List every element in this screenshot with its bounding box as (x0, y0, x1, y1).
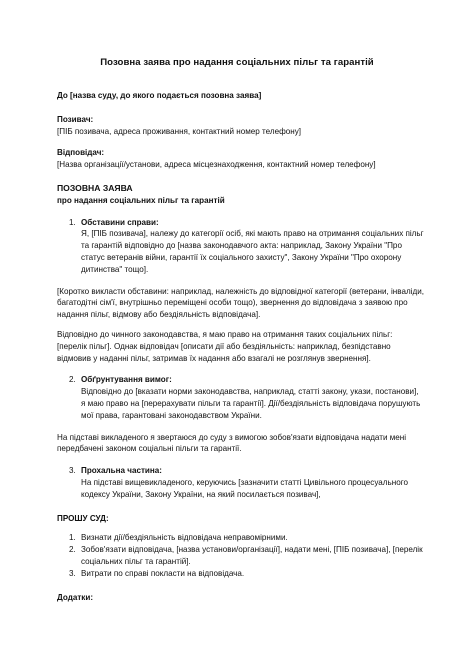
claim-heading-block (57, 183, 424, 207)
section-grounds (57, 374, 424, 421)
section-heading: Обставини справи: (81, 217, 159, 227)
defendant-label: Відповідач: (57, 148, 105, 158)
section-heading: Обґрунтування вимог: (81, 375, 172, 385)
list-item-number: 3. (69, 568, 76, 578)
defendant-value: [Назва організації/установи, адреса місцезнаходження, контактний номер телефону] (57, 160, 376, 170)
section-circumstances (57, 217, 424, 276)
paragraph-refusal: Відповідно до чинного законодавства, я маю право на отримання таких соціальних пільг: [перелік пільг]. Однак відповідач [описати дії або бездіяльність: наприклад, безпідставно відмовив у наданні пільг, затримав їх надання або взагалі не розглянув звернення]. (57, 329, 393, 363)
list-item-text: Витрати по справі покласти на відповідача. (81, 568, 245, 578)
claim-heading: ПОЗОВНА ЗАЯВА (57, 182, 133, 193)
section-request-part (57, 465, 424, 500)
plaintiff-block (57, 114, 424, 138)
request-list (57, 532, 424, 579)
attachments-heading: Додатки: (57, 592, 94, 602)
section-text: Я, [ПІБ позивача], належу до категорії осіб, які мають право на отримання соціальних пільг та гарантій відповідно до [назва законодавчого акта: наприклад, Закону України "Про статус ветеранів війни, гарантії їх соціального захисту", Закону України "Про охорону дитинства" тощо]. (81, 229, 424, 274)
defendant-block (57, 147, 424, 171)
claim-subheading: про надання соціальних пільг та гарантій (57, 195, 225, 205)
section-text: Відповідно до [вказати норми законодавства, наприклад, статті закону, укази, постанови], я маю право на [перерахувати пільги та гарантії]. Дії/бездіяльність відповідача порушують мої права, гарантовані законодавством України. (81, 387, 421, 420)
list-item (57, 544, 424, 568)
section-number: 3. (69, 466, 76, 476)
court-line: До [назва суду, до якого подається позовна заява] (57, 91, 262, 100)
section-number: 1. (69, 217, 76, 227)
plaintiff-label: Позивач: (57, 114, 94, 124)
list-item-text: Зобов'язати відповідача, [назва установи/організації], надати мені, [ПІБ позивача], [перелік соціальних пільг та гарантій]. (81, 545, 423, 566)
document-body (57, 90, 424, 603)
paragraph-circumstances: [Коротко викласти обставини: наприклад, належність до відповідної категорії (ветерани, інваліди, багатодітні сім'ї, внутрішньо переміщені особи тощо), звернення до відповідача з заявою про надання пільг, відмову або бездіяльність відповідача]. (57, 286, 424, 320)
request-heading: ПРОШУ СУД: (57, 513, 109, 523)
section-number: 2. (69, 375, 76, 385)
list-item-text: Визнати дії/бездіяльність відповідача неправомірними. (81, 533, 288, 543)
list-item-number: 1. (69, 533, 76, 543)
list-item (57, 568, 424, 580)
section-text: На підставі вищевикладеного, керуючись [зазначити статті Цивільного процесуального кодексу України, Закону України, на який посилається позивач], (81, 477, 408, 499)
list-item (57, 532, 424, 544)
list-item-number: 2. (69, 545, 76, 555)
plaintiff-value: [ПІБ позивача, адреса проживання, контактний номер телефону] (57, 126, 302, 136)
document-title: Позовна заява про надання соціальних пільг та гарантій (100, 57, 374, 68)
section-heading: Прохальна частина: (81, 466, 162, 476)
paragraph-appeal: На підставі викладеного я звертаюся до суду з вимогою зобов'язати відповідача надати мені передбачені законом соціальні пільги та гарантії. (57, 432, 407, 454)
